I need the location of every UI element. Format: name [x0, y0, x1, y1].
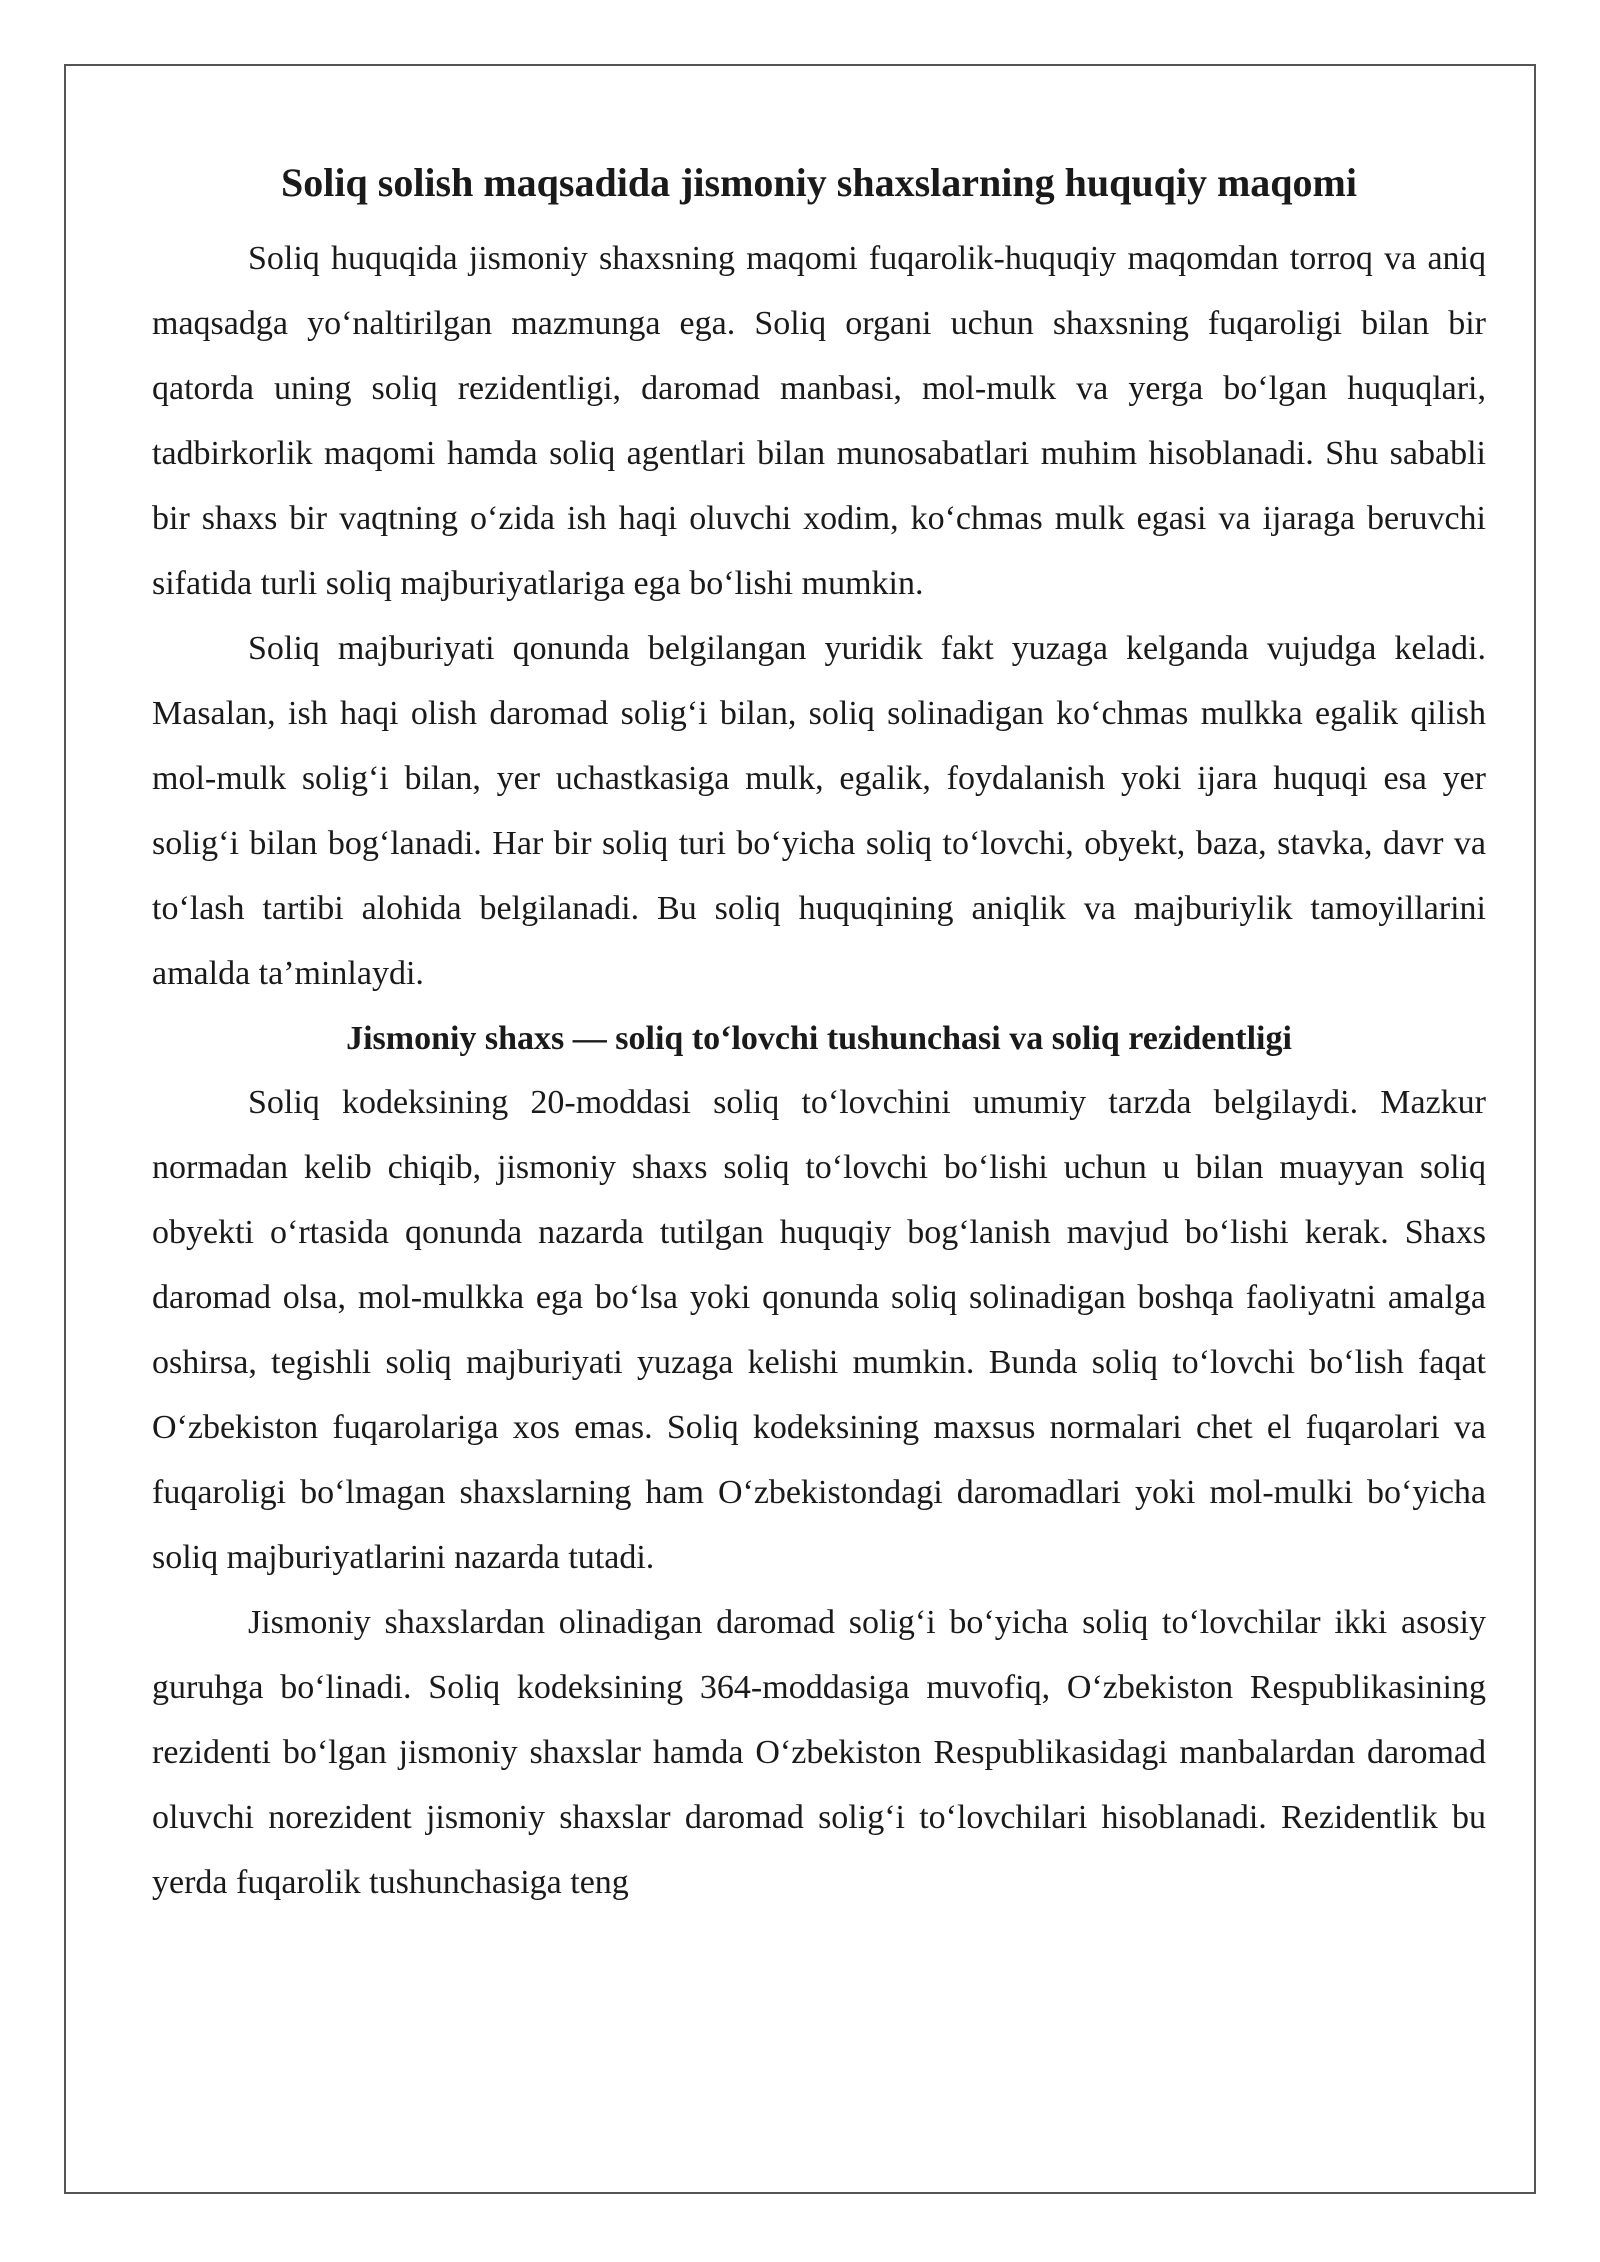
document-body	[152, 152, 1486, 1915]
paragraph-intro-1: Soliq huquqida jismoniy shaxsning maqomi fuqarolik-huquqiy maqomdan torroq va aniq maqsadga yo‘naltirilgan mazmunga ega. Soliq organi uchun shaxsning fuqaroligi bilan bir qatorda uning soliq rezidentligi, daromad manbasi, mol-mulk va yerga bo‘lgan huquqlari, tadbirkorlik maqomi hamda soliq agentlari bilan munosabatlari muhim hisoblanadi. Shu sababli bir shaxs bir vaqtning o‘zida ish haqi oluvchi xodim, ko‘chmas mulk egasi va ijaraga beruvchi sifatida turli soliq majburiyatlariga ega bo‘lishi mumkin.	[152, 240, 1486, 602]
paragraph-section-2: Jismoniy shaxslardan olinadigan daromad solig‘i bo‘yicha soliq to‘lovchilar ikki asosiy guruhga bo‘linadi. Soliq kodeksining 364-moddasiga muvofiq, O‘zbekiston Respublikasining rezidenti bo‘lgan jismoniy shaxslar hamda O‘zbekiston Respublikasidagi manbalardan daromad oluvchi norezident jismoniy shaxslar daromad solig‘i to‘lovchilari hisoblanadi. Rezidentlik bu yerda fuqarolik tushunchasiga teng	[152, 1604, 1486, 1901]
document-title: Soliq solish maqsadida jismoniy shaxslarning huquqiy maqomi	[281, 160, 1357, 205]
paragraph-intro-2: Soliq majburiyati qonunda belgilangan yuridik fakt yuzaga kelganda vujudga keladi. Masalan, ish haqi olish daromad solig‘i bilan, soliq solinadigan ko‘chmas mulkka egalik qilish mol-mulk solig‘i bilan, yer uchastkasiga mulk, egalik, foydalanish yoki ijara huquqi esa yer solig‘i bilan bog‘lanadi. Har bir soliq turi bo‘yicha soliq to‘lovchi, obyekt, baza, stavka, davr va to‘lash tartibi alohida belgilanadi. Bu soliq huquqining aniqlik va majburiylik tamoyillarini amalda ta’minlaydi.	[152, 630, 1486, 992]
paragraph-section-1: Soliq kodeksining 20-moddasi soliq to‘lovchini umumiy tarzda belgilaydi. Mazkur normadan kelib chiqib, jismoniy shaxs soliq to‘lovchi bo‘lishi uchun u bilan muayyan soliq obyekti o‘rtasida qonunda nazarda tutilgan huquqiy bog‘lanish mavjud bo‘lishi kerak. Shaxs daromad olsa, mol-mulkka ega bo‘lsa yoki qonunda soliq solinadigan boshqa faoliyatni amalga oshirsa, tegishli soliq majburiyati yuzaga kelishi mumkin. Bunda soliq to‘lovchi bo‘lish faqat O‘zbekiston fuqarolariga xos emas. Soliq kodeksining maxsus normalari chet el fuqarolari va fuqaroligi bo‘lmagan shaxslarning ham O‘zbekistondagi daromadlari yoki mol-mulki bo‘yicha soliq majburiyatlarini nazarda tutadi.	[152, 1084, 1486, 1576]
section-heading: Jismoniy shaxs — soliq to‘lovchi tushunchasi va soliq rezidentligi	[346, 1020, 1292, 1057]
